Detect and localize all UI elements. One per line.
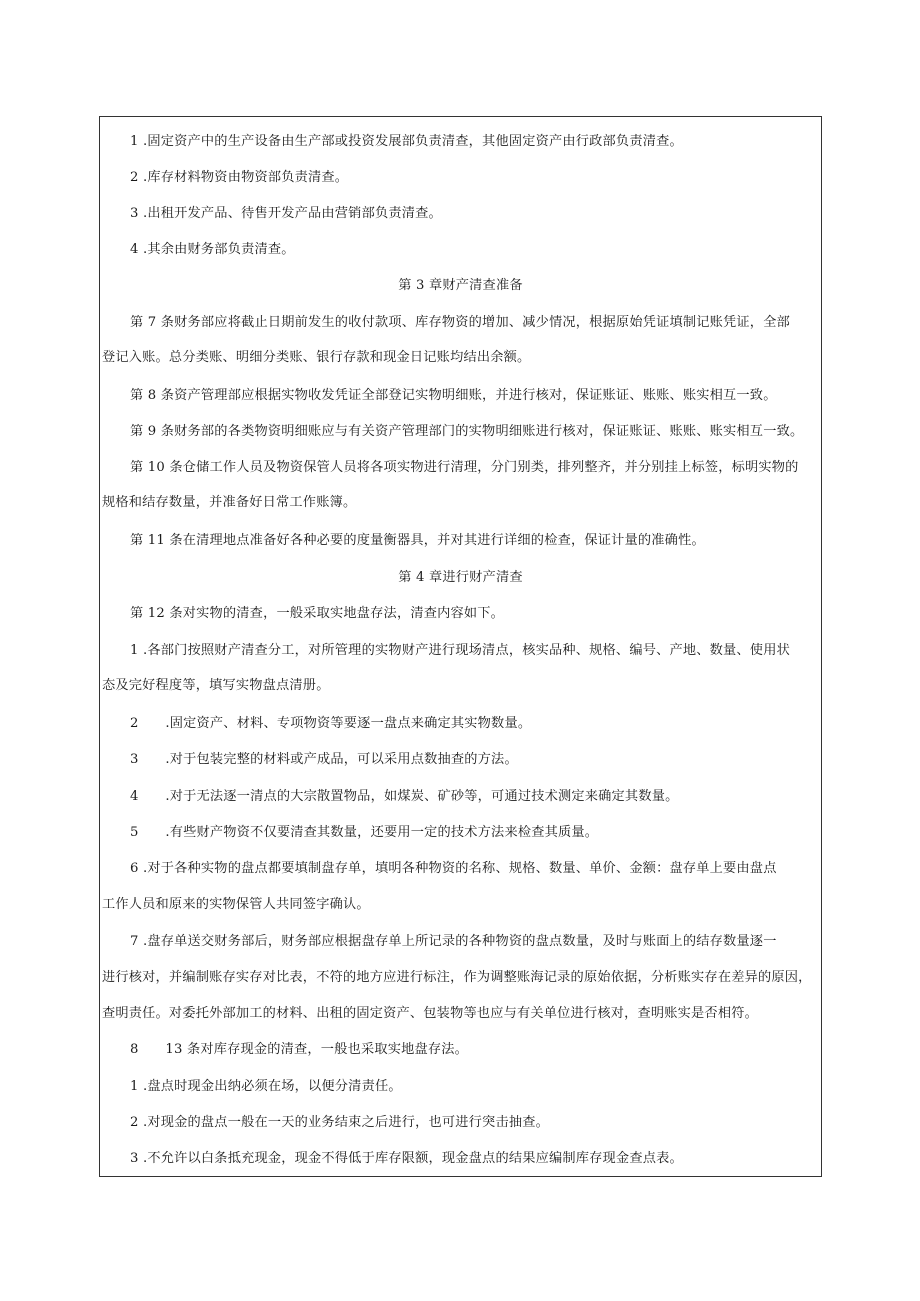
clause-line: 查明责任。对委托外部加工的材料、出租的固定资产、包装物等也应与有关单位进行核对，查明账实是否相符。 xyxy=(102,1006,758,1021)
clause-line: 5 .有些财产物资不仅要清查其数量，还要用一定的技术方法来检查其质量。 xyxy=(130,825,599,840)
clause-line: 7 .盘存单送交财务部后，财务部应根据盘存单上所记录的各种物资的盘点数量，及时与账面上的结存数量逐一 xyxy=(130,934,777,949)
article-line: 第 10 条仓储工作人员及物资保管人员将各项实物进行清理，分门别类，排列整齐，并分别挂上标签，标明实物的 xyxy=(130,460,799,475)
clause-line: 4 .其余由财务部负责清查。 xyxy=(130,242,295,257)
article-line: 第 7 条财务部应将截止日期前发生的收付款项、库存物资的增加、减少情况，根据原始凭证填制记账凭证，全部 xyxy=(130,315,790,330)
article-line: 规格和结存数量，并准备好日常工作账簿。 xyxy=(102,495,357,510)
clause-line: 6 .对于各种实物的盘点都要填制盘存单，填明各种物资的名称、规格、数量、单价、金额：盘存单上要由盘点 xyxy=(130,861,777,876)
document-frame xyxy=(99,116,822,1177)
clause-line: 1 .各部门按照财产清查分工，对所管理的实物财产进行现场清点，核实品种、规格、编号、产地、数量、使用状 xyxy=(130,643,790,658)
article-line: 第 12 条对实物的清查，一般采取实地盘存法，清查内容如下。 xyxy=(130,606,505,621)
clause-line: 2 .库存材料物资由物资部负责清查。 xyxy=(130,170,349,185)
chapter-heading: 第 3 章财产清查准备 xyxy=(398,278,523,293)
article-line: 第 8 条资产管理部应根据实物收发凭证全部登记实物明细账，并进行核对，保证账证、账账、账实相互一致。 xyxy=(130,388,777,403)
article-line: 第 9 条财务部的各类物资明细账应与有关资产管理部门的实物明细账进行核对，保证账证、账账、账实相互一致。 xyxy=(130,424,804,439)
clause-line: 4 .对于无法逐一清点的大宗散置物品，如煤炭、矿砂等，可通过技术测定来确定其数量。 xyxy=(130,789,679,804)
clause-line: 2 .对现金的盘点一般在一天的业务结束之后进行，也可进行突击抽查。 xyxy=(130,1115,549,1130)
clause-line: 3 .出租开发产品、待售开发产品由营销部负责清查。 xyxy=(130,206,442,221)
clause-line: 2 .固定资产、材料、专项物资等要逐一盘点来确定其实物数量。 xyxy=(130,716,532,731)
article-line: 8 13 条对库存现金的清查，一般也采取实地盘存法。 xyxy=(130,1042,469,1057)
clause-line: 3 .不允许以白条抵充现金，现金不得低于库存限额，现金盘点的结果应编制库存现金查点表。 xyxy=(130,1151,683,1166)
article-line: 第 11 条在清理地点准备好各种必要的度量衡器具，并对其进行详细的检查，保证计量的准确性。 xyxy=(130,533,705,548)
article-line: 登记入账。总分类账、明细分类账、银行存款和现金日记账均结出余额。 xyxy=(102,350,531,365)
clause-line: 3 .对于包装完整的材料或产成品，可以采用点数抽查的方法。 xyxy=(130,752,518,767)
clause-line: 工作人员和原来的实物保管人共同签字确认。 xyxy=(102,897,370,912)
clause-line: 1 .固定资产中的生产设备由生产部或投资发展部负责清查，其他固定资产由行政部负责清查。 xyxy=(130,134,683,149)
chapter-heading: 第 4 章进行财产清查 xyxy=(398,570,523,585)
clause-line: 1 .盘点时现金出纳必须在场，以便分清责任。 xyxy=(130,1079,402,1094)
clause-line: 进行核对，并编制账存实存对比表，不符的地方应进行标注，作为调整账海记录的原始依据，分析账实存在差异的原因， xyxy=(102,970,812,985)
clause-line: 态及完好程度等，填写实物盘点清册。 xyxy=(102,678,330,693)
